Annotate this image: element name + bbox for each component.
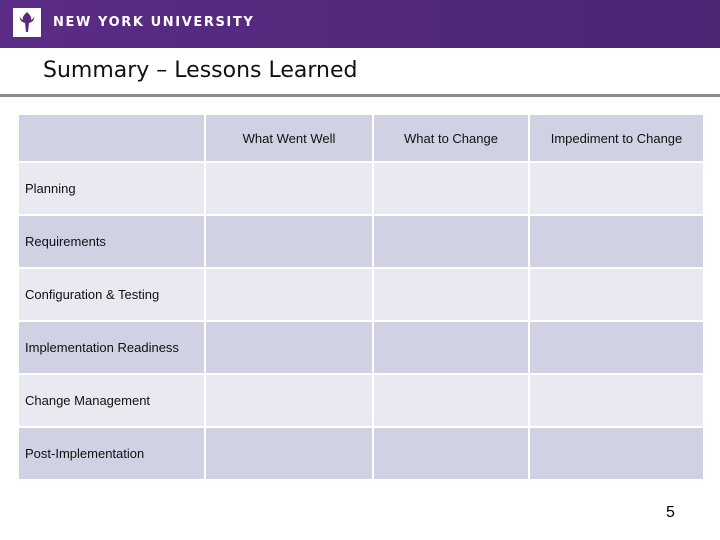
table-cell [529,427,704,480]
torch-icon [13,8,41,37]
table-cell [205,321,373,374]
row-label-post-implementation: Post-Implementation [18,427,205,480]
table-row [18,215,704,268]
table-cell [373,374,529,427]
table-cell [373,162,529,215]
header-cell-what-to-change: What to Change [373,114,529,162]
table-row [18,427,704,480]
table-cell [529,162,704,215]
slide-title: Summary – Lessons Learned [43,58,358,83]
table-row [18,162,704,215]
nyu-logo [13,8,41,37]
table-cell [205,215,373,268]
table-cell [373,427,529,480]
row-label-configuration-testing: Configuration & Testing [18,268,205,321]
table-cell [529,374,704,427]
title-divider [0,94,720,97]
table-cell [529,321,704,374]
table-cell [529,268,704,321]
row-label-implementation-readiness: Implementation Readiness [18,321,205,374]
row-label-change-management: Change Management [18,374,205,427]
table-cell [205,162,373,215]
header-bar [0,0,720,48]
table-cell [205,427,373,480]
table-cell [373,321,529,374]
row-label-planning: Planning [18,162,205,215]
lessons-table [17,113,705,481]
table-header-row [18,114,704,162]
table-row [18,268,704,321]
row-label-requirements: Requirements [18,215,205,268]
table-cell [373,215,529,268]
header-cell-impediment-to-change: Impediment to Change [529,114,704,162]
university-name: NEW YORK UNIVERSITY [53,15,255,30]
header-cell-corner [18,114,205,162]
table-row [18,321,704,374]
page-number: 5 [666,504,675,521]
header-cell-what-went-well: What Went Well [205,114,373,162]
table-row [18,374,704,427]
table-cell [205,268,373,321]
table-cell [205,374,373,427]
table-cell [529,215,704,268]
table-cell [373,268,529,321]
